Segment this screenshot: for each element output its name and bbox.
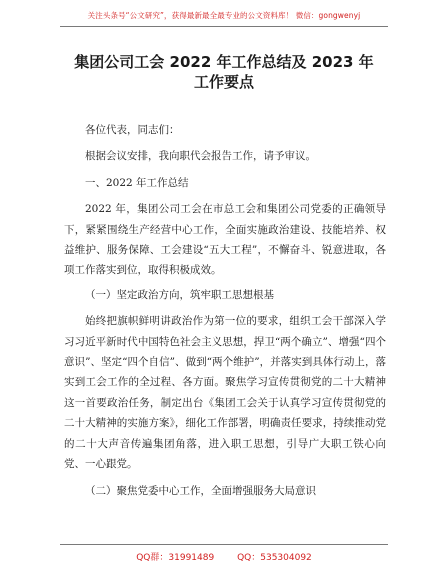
header-rule: [60, 26, 388, 27]
intro-paragraph: 根据会议安排，我向职代会报告工作，请予审议。: [85, 150, 316, 163]
footer-qq: QQ：535304092: [237, 553, 312, 563]
footer: [0, 550, 448, 563]
document-body: [64, 120, 386, 507]
footer-qq-group: QQ群：31991489: [136, 553, 215, 563]
document-title: 集团公司工会 2022 年工作总结及 2023 年工作要点: [74, 53, 374, 91]
salutation: 各位代表，同志们：: [85, 124, 180, 136]
header-banner: 关注头条号“公文研究”，获得最新最全最专业的公文资料库！ 微信：gongwenyj: [87, 11, 361, 20]
subsection-heading: （一）坚定政治方向，筑牢职工思想根基: [85, 288, 274, 301]
section-heading: 一、2022 年工作总结: [85, 176, 189, 189]
paragraph: 始终把旗帜鲜明讲政治作为第一位的要求，组织工会干部深入学习习近平新时代中国特色社会主义思想，捍卫“两个确立”、增强“四个意识”、坚定“四个自信”、做到“两个维护”，并落实到具体行动上，落实到工会工作的全过程、各方面。聚焦学习宣传贯彻党的二十大精神这一首要政治任务，制定出台《集团工会关于认真学习宣传贯彻党的二十大精神的实施方案》，细化工作部署，明确责任要求，持续推动党的二十大声音传遍集团角落，进入职工思想，引导广大职工铁心向党、一心跟党。: [64, 315, 386, 471]
footer-rule: [60, 544, 388, 545]
subsection-heading: （二）聚焦党委中心工作，全面增强服务大局意识: [85, 484, 316, 497]
paragraph: 2022 年，集团公司工会在市总工会和集团公司党委的正确领导下，紧紧围绕生产经营中心工作，全面实施政治建设、技能培养、权益维护、服务保障、工会建设“五大工程”，不懈奋斗、锐意进取，各项工作落实到位，取得积极成效。: [64, 203, 386, 277]
